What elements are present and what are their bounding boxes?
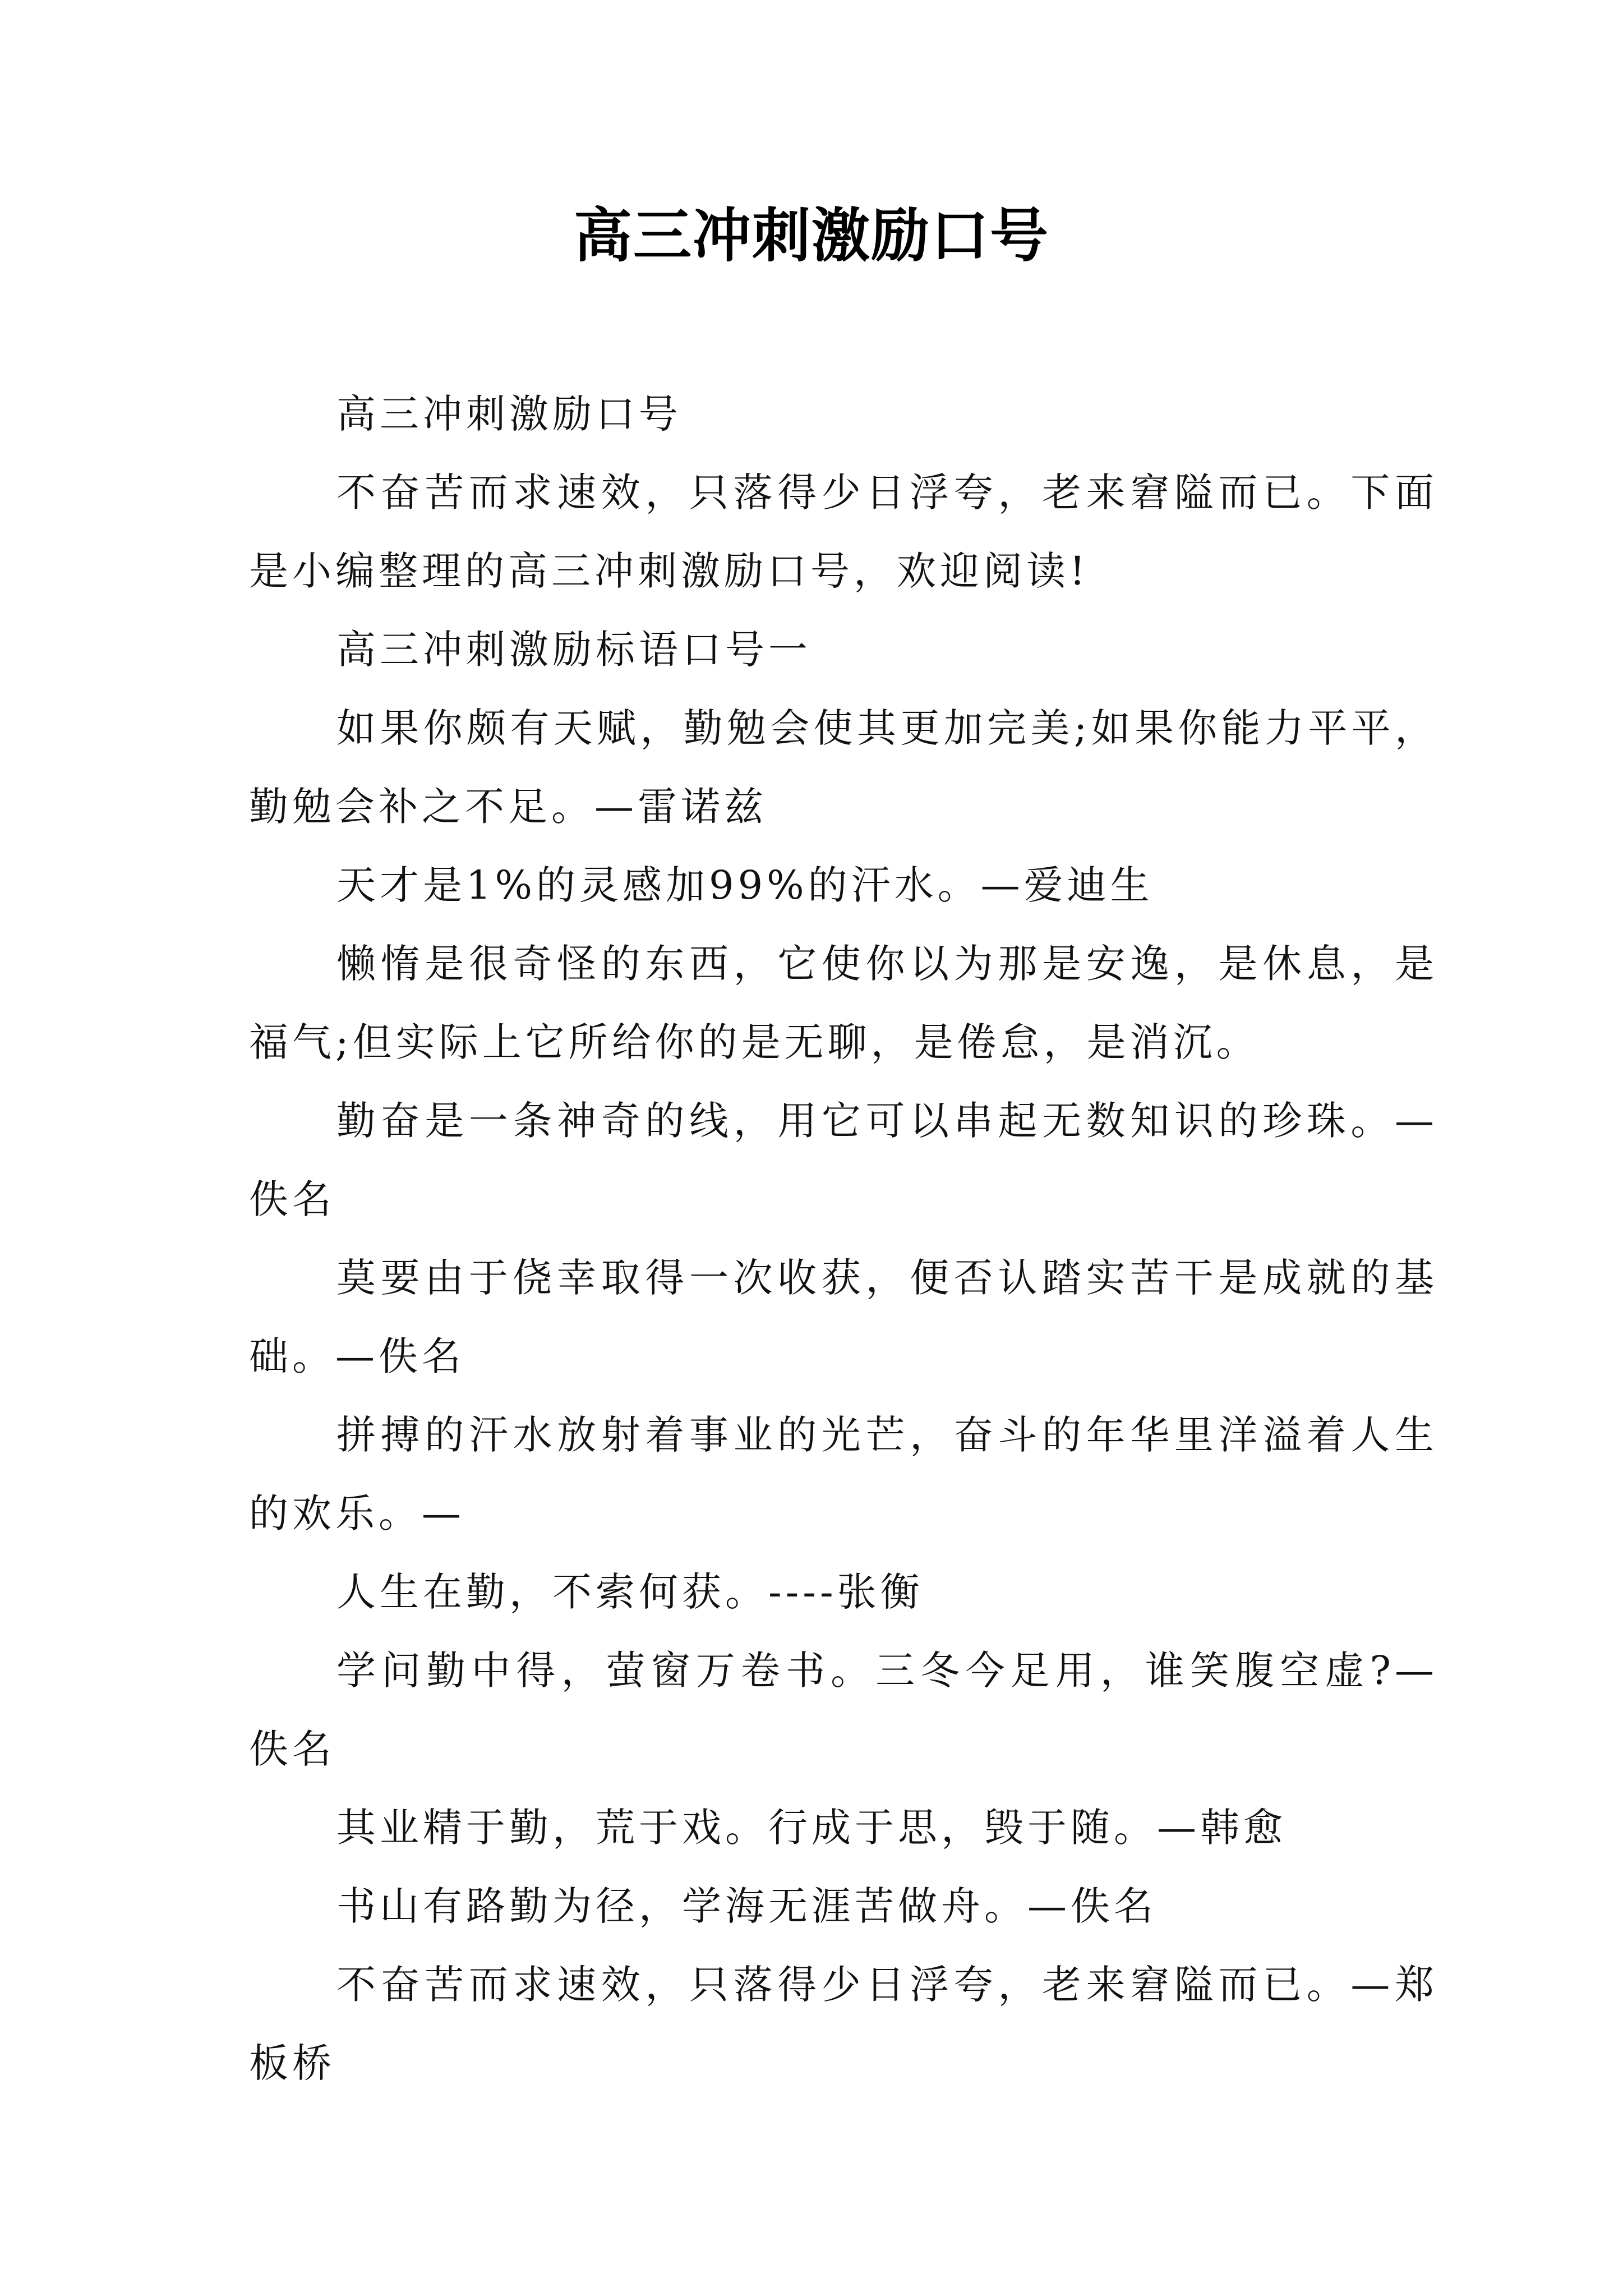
paragraph-quote: 其业精于勤，荒于戏。行成于思，毁于随。—韩愈 xyxy=(336,1805,1287,1851)
paragraph-quote: 天才是1%的灵感加99%的汗水。—爱迪生 xyxy=(336,862,1154,908)
paragraph-quote: 勤奋是一条神奇的线，用它可以串起无数知识的珍珠。—佚名 xyxy=(249,1098,1438,1222)
paragraph-quote: 人生在勤，不索何获。----张衡 xyxy=(336,1569,924,1615)
paragraph-subtitle: 高三冲刺激励口号 xyxy=(336,391,682,437)
document-title: 高三冲刺激励口号 xyxy=(573,201,1049,270)
paragraph-section-heading: 高三冲刺激励标语口号一 xyxy=(336,627,811,673)
paragraph-quote: 书山有路勤为径，学海无涯苦做舟。—佚名 xyxy=(336,1883,1157,1929)
paragraph-quote: 懒惰是很奇怪的东西，它使你以为那是安逸，是休息，是福气;但实际上它所给你的是无聊，是倦怠，是消沉。 xyxy=(249,941,1438,1065)
paragraph-quote: 如果你颇有天赋，勤勉会使其更加完美;如果你能力平平，勤勉会补之不足。—雷诺兹 xyxy=(249,705,1438,830)
paragraph-quote: 莫要由于侥幸取得一次收获，便否认踏实苦干是成就的基础。—佚名 xyxy=(249,1255,1438,1379)
paragraph-quote: 拼搏的汗水放射着事业的光芒，奋斗的年华里洋溢着人生的欢乐。— xyxy=(249,1412,1438,1536)
paragraph-quote: 学问勤中得，萤窗万卷书。三冬今足用，谁笑腹空虚?—佚名 xyxy=(249,1648,1438,1772)
document-body xyxy=(249,375,1438,2102)
paragraph-quote: 不奋苦而求速效，只落得少日浮夸，老来窘隘而已。—郑板桥 xyxy=(249,1962,1438,2086)
paragraph-intro: 不奋苦而求速效，只落得少日浮夸，老来窘隘而已。下面是小编整理的高三冲刺激励口号，欢迎阅读! xyxy=(249,470,1438,594)
